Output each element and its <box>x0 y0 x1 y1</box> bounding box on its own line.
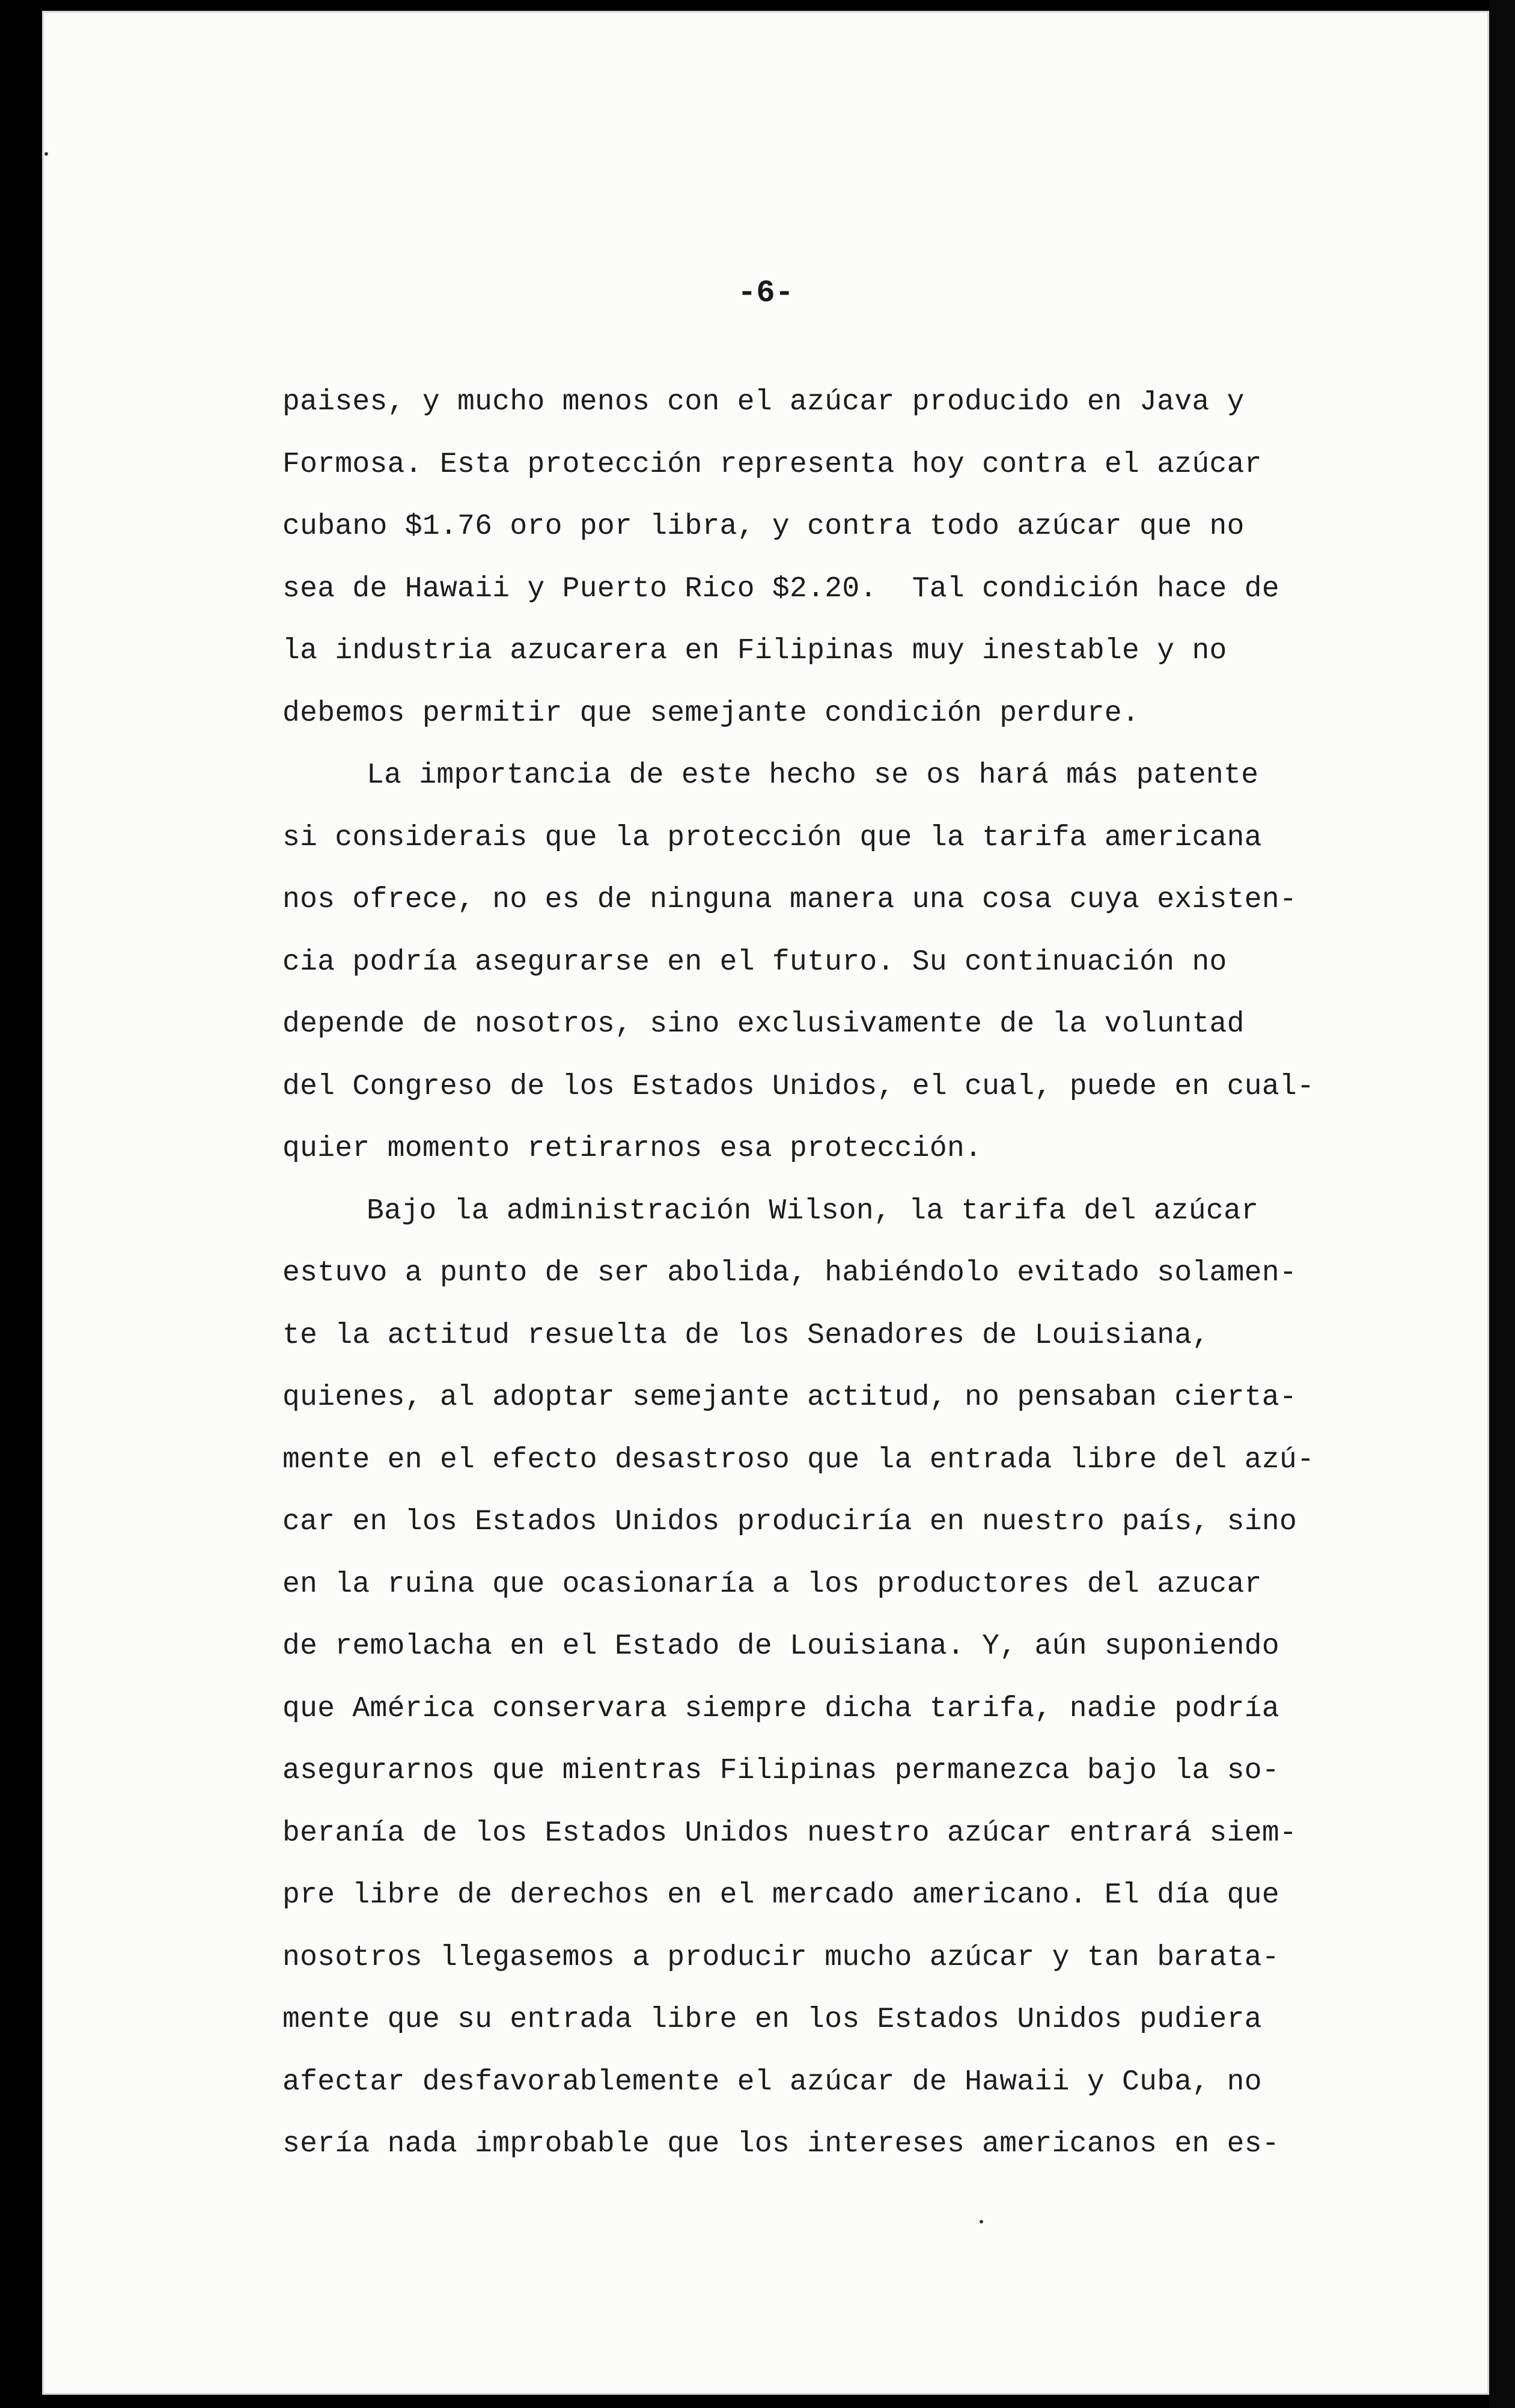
text-line: asegurarnos que mientras Filipinas permanezca bajo la so- <box>282 1755 1279 1787</box>
text-line: sea de Hawaii y Puerto Rico $2.20. Tal condición hace de <box>282 572 1279 605</box>
page-number: -6- <box>737 275 794 311</box>
text-line: nosotros llegasemos a producir mucho azúcar y tan barata- <box>282 1941 1279 1974</box>
body-text <box>282 371 1376 2176</box>
text-line: del Congreso de los Estados Unidos, el cual, puede en cual- <box>282 1070 1315 1103</box>
text-line: quienes, al adoptar semejante actitud, no pensaban cierta- <box>282 1381 1297 1414</box>
text-line: car en los Estados Unidos produciría en nuestro país, sino <box>282 1506 1297 1538</box>
text-line: debemos permitir que semejante condición perdure. <box>282 697 1140 730</box>
ink-speck <box>44 152 48 156</box>
text-line: Formosa. Esta protección representa hoy contra el azúcar <box>282 448 1262 481</box>
text-line: la industria azucarera en Filipinas muy inestable y no <box>282 635 1227 667</box>
text-line: de remolacha en el Estado de Louisiana. Y, aún suponiendo <box>282 1630 1279 1663</box>
ink-speck <box>980 2220 983 2223</box>
text-line: afectar desfavorablemente el azúcar de Hawaii y Cuba, no <box>282 2065 1262 2098</box>
text-line: beranía de los Estados Unidos nuestro azúcar entrará siem- <box>282 1817 1297 1850</box>
text-line: paises, y mucho menos con el azúcar producido en Java y <box>282 386 1245 418</box>
text-line: mente en el efecto desastroso que la entrada libre del azú- <box>282 1443 1315 1476</box>
text-line: si considerais que la protección que la tarifa americana <box>282 821 1262 854</box>
text-line: estuvo a punto de ser abolida, habiéndolo evitado solamen- <box>282 1257 1297 1289</box>
text-line: depende de nosotros, sino exclusivamente de la voluntad <box>282 1008 1245 1041</box>
text-line: quier momento retirarnos esa protección. <box>282 1132 983 1165</box>
scan-border <box>1489 0 1515 2408</box>
paragraph-start-line: La importancia de este hecho se os hará más patente <box>367 759 1259 792</box>
text-line: cubano $1.76 oro por libra, y contra todo azúcar que no <box>282 510 1245 543</box>
text-line: nos ofrece, no es de ninguna manera una cosa cuya existen- <box>282 884 1297 916</box>
text-line: que América conservara siempre dicha tarifa, nadie podría <box>282 1692 1279 1725</box>
text-line: pre libre de derechos en el mercado americano. El día que <box>282 1879 1279 1911</box>
text-line: en la ruina que ocasionaría a los productores del azucar <box>282 1568 1262 1601</box>
typewritten-page <box>42 11 1489 2395</box>
text-line: mente que su entrada libre en los Estados Unidos pudiera <box>282 2003 1262 2036</box>
text-line: cia podría asegurarse en el futuro. Su continuación no <box>282 946 1227 979</box>
text-line: te la actitud resuelta de los Senadores de Louisiana, <box>282 1319 1210 1352</box>
paragraph-start-line: Bajo la administración Wilson, la tarifa del azúcar <box>367 1194 1259 1227</box>
text-line: sería nada improbable que los intereses americanos en es- <box>282 2128 1279 2160</box>
